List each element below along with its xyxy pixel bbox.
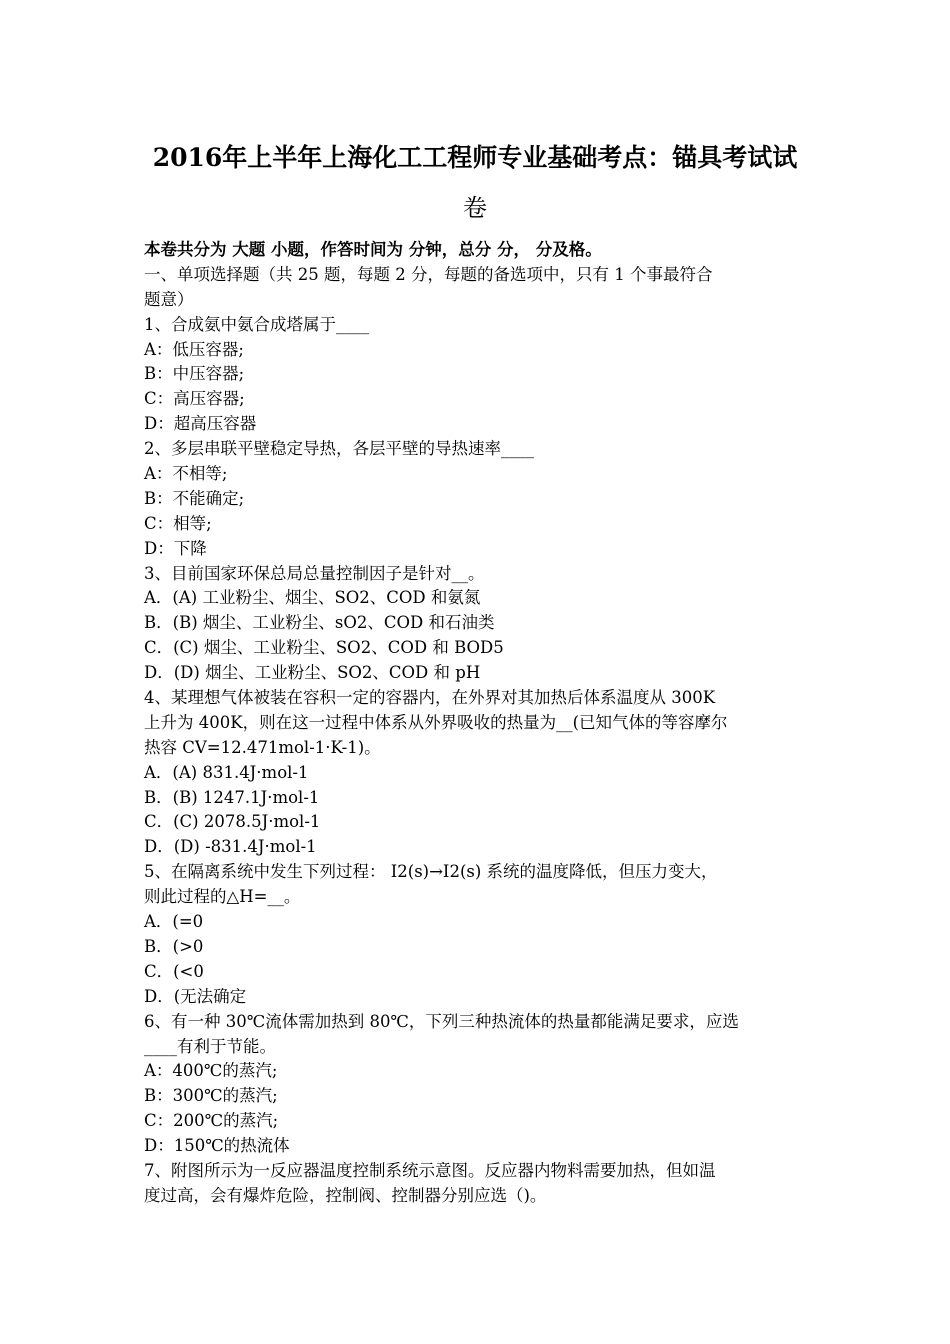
text-line: A：低压容器; (144, 339, 244, 359)
text-line: 4、某理想气体被装在容积一定的容器内，在外界对其加热后体系温度从 300K (144, 688, 716, 708)
text-line: 7、附图所示为一反应器温度控制系统示意图。反应器内物料需要加热，但如温 (144, 1160, 716, 1180)
text-line: C．(<0 (144, 961, 204, 981)
text-line: A．(A) 831.4J·mol-1 (144, 762, 309, 782)
text-line: ____有利于节能。 (144, 1036, 276, 1056)
text-line: C：200℃的蒸汽; (144, 1111, 279, 1131)
text-line: B．(>0 (144, 936, 204, 956)
text-line: C：相等; (144, 513, 212, 533)
text-line: D．(无法确定 (144, 986, 247, 1006)
text-line: A：400℃的蒸汽; (144, 1061, 278, 1081)
text-line: 6、有一种 30℃流体需加热到 80℃，下列三种热流体的热量都能满足要求，应选 (144, 1011, 739, 1031)
text-line: 一、单项选择题（共 25 题，每题 2 分，每题的备选项中，只有 1 个事最符合 (144, 264, 713, 284)
text-line: 上升为 400K，则在这一过程中体系从外界吸收的热量为__(已知气体的等容摩尔 (144, 712, 728, 732)
text-line: 度过高，会有爆炸危险，控制阀、控制器分别应选（)。 (144, 1185, 547, 1205)
text-line: D：超高压容器 (144, 414, 257, 434)
text-line: 本卷共分为 大题 小题，作答时间为 分钟，总分 分， 分及格。 (144, 240, 602, 259)
document-body (144, 238, 814, 1209)
text-line: D：下降 (144, 538, 207, 558)
text-line: D．(D) 烟尘、工业粉尘、SO2、COD 和 pH (144, 663, 481, 683)
text-line: B．(B) 烟尘、工业粉尘、sO2、COD 和石油类 (144, 613, 495, 633)
document-title: 2016年上半年上海化工工程师专业基础考点：锚具考试试 (152, 143, 798, 172)
text-line: B．(B) 1247.1J·mol-1 (144, 787, 320, 807)
text-line: 题意） (144, 289, 194, 309)
text-line: C．(C) 烟尘、工业粉尘、SO2、COD 和 BOD5 (144, 638, 504, 658)
text-line: A：不相等; (144, 464, 228, 484)
text-line: 1、合成氨中氨合成塔属于____ (144, 314, 369, 334)
text-line: 2、多层串联平壁稳定导热，各层平壁的导热速率____ (144, 439, 534, 459)
text-line: B：300℃的蒸汽; (144, 1086, 278, 1106)
text-line: C．(C) 2078.5J·mol-1 (144, 812, 321, 832)
text-line: D．(D) -831.4J·mol-1 (144, 837, 317, 857)
text-line: B：中压容器; (144, 364, 245, 384)
text-line: A．(A) 工业粉尘、烟尘、SO2、COD 和氨氮 (144, 588, 481, 608)
text-line: 3、目前国家环保总局总量控制因子是针对__。 (144, 563, 485, 583)
document-title-continued: 卷 (463, 194, 487, 222)
text-line: C：高压容器; (144, 389, 245, 409)
text-line: 则此过程的△H=__。 (144, 887, 301, 907)
text-line: 热容 CV=12.471mol-1·K-1)。 (144, 737, 381, 757)
text-line: 5、在隔离系统中发生下列过程： I2(s)→I2(s) 系统的温度降低，但压力变大， (144, 862, 718, 882)
text-line: D：150℃的热流体 (144, 1136, 290, 1156)
text-line: A．(=0 (144, 912, 204, 932)
text-line: B：不能确定; (144, 488, 245, 508)
